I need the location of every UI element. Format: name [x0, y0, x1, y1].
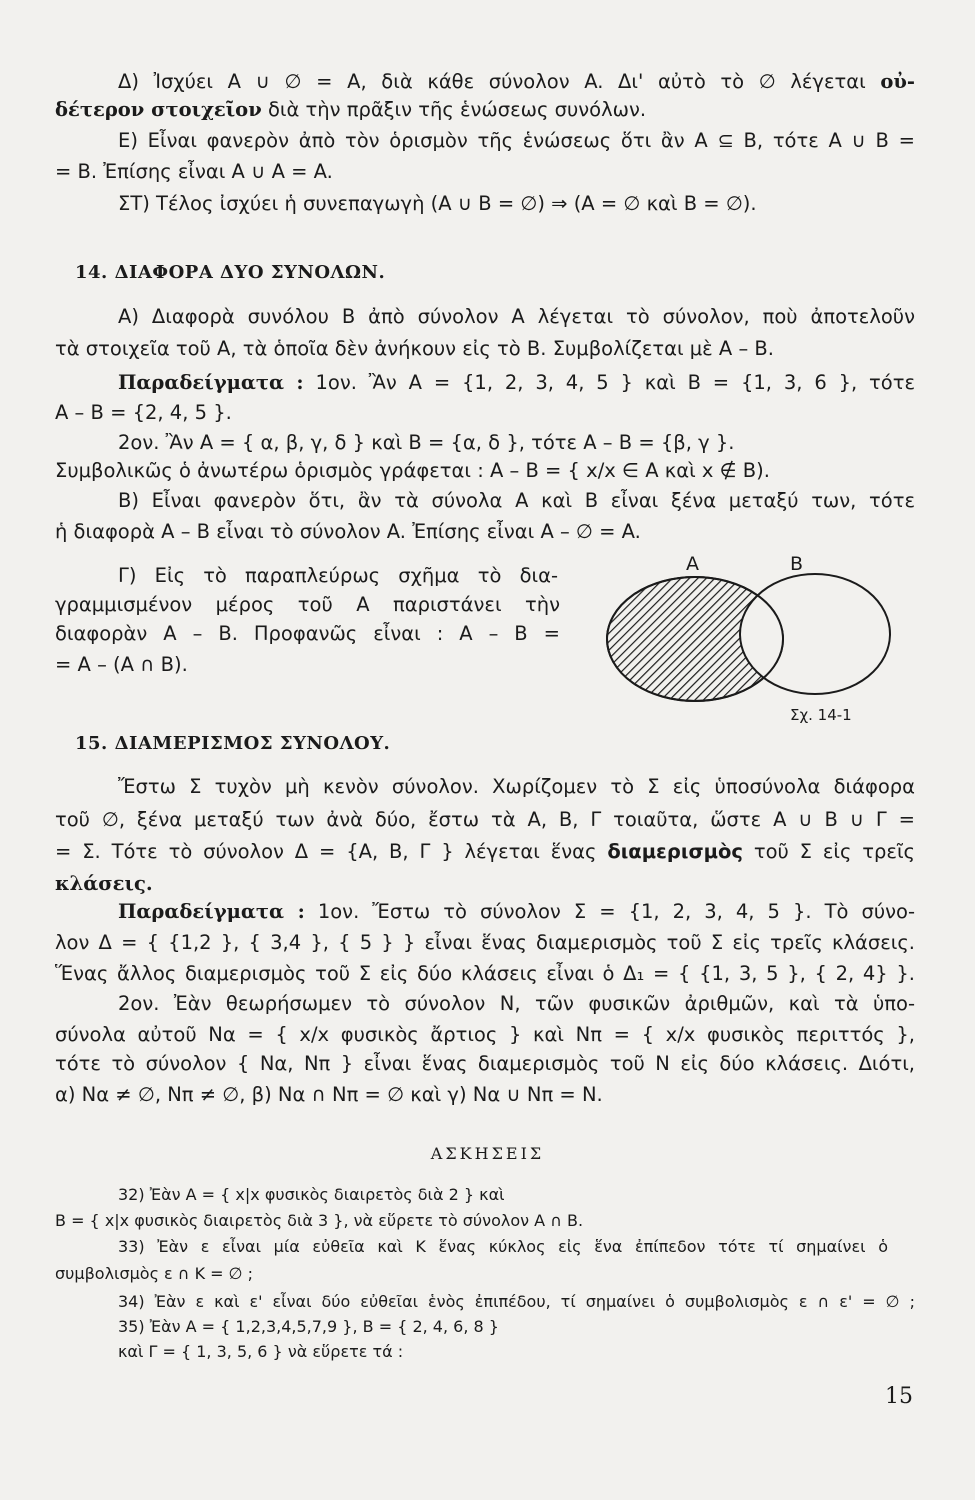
sec14-G-line2: γραμμισμένον μέρος τοῦ A παριστάνει τὴν	[55, 593, 560, 616]
sec13-D-line1: Δ) Ἰσχύει A ∪ ∅ = A, διὰ κάθε σύνολον A. Δι' αὐτὸ τὸ ∅ λέγεται οὐ-	[118, 70, 915, 93]
sec15-example2-line3: τότε τὸ σύνολον { Nα, Nπ } εἶναι ἕνας διαμερισμὸς τοῦ N εἰς δύο κλάσεις. Διότι,	[55, 1052, 915, 1075]
exercise-32-line1: 32) Ἐὰν A = { x|x φυσικὸς διαιρετὸς διὰ 2 } καὶ	[118, 1185, 505, 1204]
sec15-line3: = Σ. Τότε τὸ σύνολον Δ = {A, B, Γ } λέγεται ἕνας διαμερισμὸς τοῦ Σ εἰς τρεῖς	[55, 840, 916, 863]
sec14-A-line2: τὰ στοιχεῖα τοῦ A, τὰ ὁποῖα δὲν ἀνήκουν εἰς τὸ B. Συμβολίζεται μὲ A – B.	[55, 337, 774, 360]
exercises-title: ΑΣΚΗΣΕΙΣ	[430, 1144, 545, 1163]
sec15-example2-line4: α) Nα ≠ ∅, Nπ ≠ ∅, β) Nα ∩ Nπ = ∅ καὶ γ) Nα ∪ Nπ = N.	[55, 1083, 603, 1106]
sec15-example1-line1: Παραδείγματα : 1ον. Ἔστω τὸ σύνολον Σ = {1, 2, 3, 4, 5 }. Τὸ σύνο-	[118, 900, 915, 923]
exercise-33-line1: 33) Ἐὰν ε εἶναι μία εὐθεῖα καὶ K ἕνας κύκλος εἰς ἕνα ἐπίπεδον τότε τί σημαίνει ὁ	[118, 1237, 888, 1256]
exercise-34-line1: 34) Ἐὰν ε καὶ ε' εἶναι δύο εὐθεῖαι ἑνὸς ἐπιπέδου, τί σημαίνει ὁ συμβολισμὸς ε ∩ ε' = ∅ ;	[118, 1292, 915, 1311]
exercise-35-line1: 35) Ἐὰν A = { 1,2,3,4,5,7,9 }, B = { 2, 4, 6, 8 }	[118, 1317, 499, 1336]
set-b-label: B	[790, 553, 804, 575]
sec15-heading: 15. ΔΙΑΜΕΡΙΣΜΟΣ ΣΥΝΟΛΟΥ.	[75, 733, 391, 754]
page-number: 15	[885, 1384, 913, 1409]
sec13-D-line2: δέτερον στοιχεῖον διὰ τὴν πρᾶξιν τῆς ἑνώσεως συνόλων.	[55, 98, 647, 121]
sec15-line4: κλάσεις.	[55, 872, 153, 895]
sec15-example1-line3: Ἕνας ἄλλος διαμερισμὸς τοῦ Σ εἰς δύο κλάσεις εἶναι ὁ Δ₁ = { {1, 3, 5 }, { 2, 4} }.	[55, 962, 915, 985]
set-a-label: A	[686, 553, 699, 575]
sec14-G-line1: Γ) Εἰς τὸ παραπλεύρως σχῆμα τὸ δια-	[118, 564, 558, 587]
sec14-B-line1: B) Εἶναι φανερὸν ὅτι, ἂν τὰ σύνολα A καὶ B εἶναι ξένα μεταξύ των, τότε	[118, 489, 915, 512]
sec15-example1-line2: λον Δ = { {1,2 }, { 3,4 }, { 5 } } εἶναι ἕνας διαμερισμὸς τοῦ Σ εἰς τρεῖς κλάσεις.	[55, 931, 915, 954]
sec14-G-line4: = A – (A ∩ B).	[55, 653, 188, 676]
venn-diagram-difference	[600, 548, 900, 728]
sec13-E-line2: = B. Ἐπίσης εἶναι A ∪ A = A.	[55, 160, 333, 183]
exercise-35-line2: καὶ Γ = { 1, 3, 5, 6 } νὰ εὕρετε τά :	[118, 1342, 404, 1361]
sec14-G-line3: διαφορὰν A – B. Προφανῶς εἶναι : A – B =	[55, 622, 560, 645]
sec14-example1-line2: A – B = {2, 4, 5 }.	[55, 401, 232, 424]
sec14-heading: 14. ΔΙΑΦΟΡΑ ΔΥΟ ΣΥΝΟΛΩΝ.	[75, 262, 386, 283]
sec15-line2: τοῦ ∅, ξένα μεταξύ των ἀνὰ δύο, ἔστω τὰ A, B, Γ τοιαῦτα, ὥστε A ∪ B ∪ Γ =	[55, 808, 915, 831]
figure-caption: Σχ. 14-1	[790, 706, 852, 724]
sec14-example1-line1: Παραδείγματα : 1ον. Ἂν A = {1, 2, 3, 4, 5 } καὶ B = {1, 3, 6 }, τότε	[118, 371, 915, 394]
sec14-B-line2: ἡ διαφορὰ A – B εἶναι τὸ σύνολον A. Ἐπίσης εἶναι A – ∅ = A.	[55, 520, 641, 543]
sec14-example2-line1: 2ον. Ἂν A = { α, β, γ, δ } καὶ B = {α, δ }, τότε A – B = {β, γ }.	[118, 431, 735, 454]
exercise-32-line2: B = { x|x φυσικὸς διαιρετὸς διὰ 3 }, νὰ εὕρετε τὸ σύνολον A ∩ B.	[55, 1211, 584, 1230]
sec13-ST-line1: ΣΤ) Τέλος ἰσχύει ἡ συνεπαγωγὴ (A ∪ B = ∅) ⇒ (A = ∅ καὶ B = ∅).	[118, 192, 757, 215]
sec14-A-line1: A) Διαφορὰ συνόλου B ἀπὸ σύνολον A λέγεται τὸ σύνολον, ποὺ ἀποτελοῦν	[118, 305, 915, 328]
sec14-example2-line2: Συμβολικῶς ὁ ἀνωτέρω ὁρισμὸς γράφεται : A – B = { x/x ∈ A καὶ x ∉ B).	[55, 459, 770, 482]
exercise-33-line2: συμβολισμὸς ε ∩ K = ∅ ;	[55, 1264, 254, 1283]
sec13-E-line1: E) Εἶναι φανερὸν ἀπὸ τὸν ὁρισμὸν τῆς ἑνώσεως ὅτι ἂν A ⊆ B, τότε A ∪ B =	[118, 129, 915, 152]
sec15-line1: Ἔστω Σ τυχὸν μὴ κενὸν σύνολον. Χωρίζομεν τὸ Σ εἰς ὑποσύνολα διάφορα	[118, 775, 915, 798]
sec15-example2-line2: σύνολα αὐτοῦ Nα = { x/x φυσικὸς ἄρτιος } καὶ Nπ = { x/x φυσικὸς περιττός },	[55, 1023, 915, 1046]
sec15-example2-line1: 2ον. Ἐὰν θεωρήσωμεν τὸ σύνολον N, τῶν φυσικῶν ἀριθμῶν, καὶ τὰ ὑπο-	[118, 992, 915, 1015]
